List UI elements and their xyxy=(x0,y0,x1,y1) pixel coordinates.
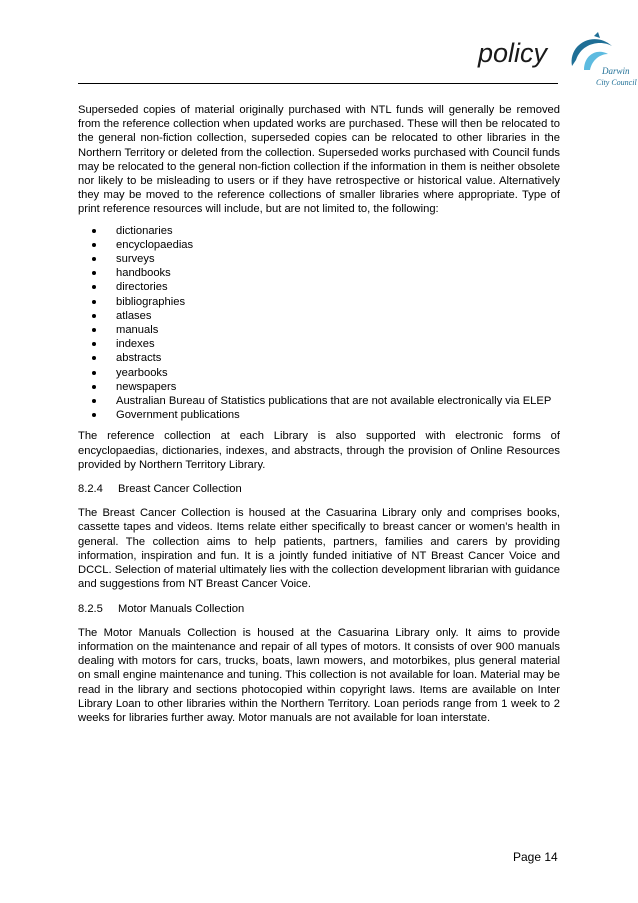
darwin-city-council-logo xyxy=(564,30,637,92)
list-item: Australian Bureau of Statistics publications that are not available electronically via ELEP xyxy=(78,394,560,408)
page-number: Page 14 xyxy=(513,850,558,864)
list-item: surveys xyxy=(78,252,560,266)
bullet-icon xyxy=(92,356,96,360)
section-heading-motor-manuals xyxy=(78,602,560,616)
list-item: abstracts xyxy=(78,351,560,365)
reference-resource-list xyxy=(78,224,560,423)
paragraph-motor-manuals: The Motor Manuals Collection is housed at the Casuarina Library only. It aims to provide information on the maintenance and repair of all types of motors. It consists of over 900 manuals dealing with motors for cars, trucks, boats, lawn mowers, and motorbikes, plus general material on small engine maintenance and tuning. This collection is not available for loan. Material may be read in the library and sections photocopied within copyright laws. Items are available on Inter Library Loan to other libraries within the Northern Territory. Loan periods range from 1 week to 2 weeks for libraries further away. Motor manuals are not available for loan interstate. xyxy=(78,626,560,724)
section-title: Breast Cancer Collection xyxy=(118,483,242,496)
list-item: indexes xyxy=(78,337,560,351)
bullet-icon xyxy=(92,285,96,289)
bullet-icon xyxy=(92,413,96,417)
logo-text-line2: City Council xyxy=(596,78,637,87)
list-item: bibliographies xyxy=(78,295,560,309)
bullet-icon xyxy=(92,328,96,332)
list-item: atlases xyxy=(78,309,560,323)
section-number: 8.2.5 xyxy=(78,602,103,615)
document-body xyxy=(78,103,560,725)
paragraph-breast-cancer: The Breast Cancer Collection is housed at the Casuarina Library only and comprises books, cassette tapes and videos. Items relate either specifically to breast cancer or women’s health in general. The collection aims to help patients, partners, families and carers by providing information, inspiration and fun. It is a jointly funded initiative of NT Breast Cancer Voice and DCCL. Selection of material ultimately lies with the collection development librarian with guidance and suggestions from NT Breast Cancer Voice. xyxy=(78,507,560,591)
bullet-icon xyxy=(92,243,96,247)
logo-text-line1: Darwin xyxy=(602,66,630,76)
section-number: 8.2.4 xyxy=(78,483,103,496)
bullet-icon xyxy=(92,399,96,403)
bullet-icon xyxy=(92,385,96,389)
section-heading-breast-cancer xyxy=(78,482,560,496)
list-item: yearbooks xyxy=(78,366,560,380)
header-title: policy xyxy=(478,38,548,68)
header-divider xyxy=(78,83,558,84)
list-item: Government publications xyxy=(78,408,560,422)
bullet-icon xyxy=(92,371,96,375)
bullet-icon xyxy=(92,271,96,275)
list-item: directories xyxy=(78,280,560,294)
bullet-icon xyxy=(92,342,96,346)
section-title: Motor Manuals Collection xyxy=(118,602,245,615)
paragraph-reference-supersede: Superseded copies of material originally purchased with NTL funds will generally be removed from the reference collection when updated works are purchased. These will then be relocated to the general non-fiction collection, superseded copies can be relocated to other libraries in the Northern Territory or deleted from the collection. Superseded works purchased with Council funds may be relocated to the general non-fiction collection if the information in them is neither obsolete nor likely to be misleading to users or if they have retrospective or historical value. Alternatively they may be moved to the reference collections of smaller libraries where appropriate. Type of print reference resources will include, but are not limited to, the following: xyxy=(78,104,560,216)
bullet-icon xyxy=(92,229,96,233)
list-item: handbooks xyxy=(78,266,560,280)
list-item: dictionaries xyxy=(78,224,560,238)
bullet-icon xyxy=(92,314,96,318)
list-item: encyclopaedias xyxy=(78,238,560,252)
list-item: manuals xyxy=(78,323,560,337)
bullet-icon xyxy=(92,257,96,261)
bullet-icon xyxy=(92,300,96,304)
list-item: newspapers xyxy=(78,380,560,394)
paragraph-electronic-resources: The reference collection at each Library is also supported with electronic forms of encyclopaedias, dictionaries, indexes, and abstracts, through the provision of Online Resources provided by Northern Territory Library. xyxy=(78,430,560,471)
